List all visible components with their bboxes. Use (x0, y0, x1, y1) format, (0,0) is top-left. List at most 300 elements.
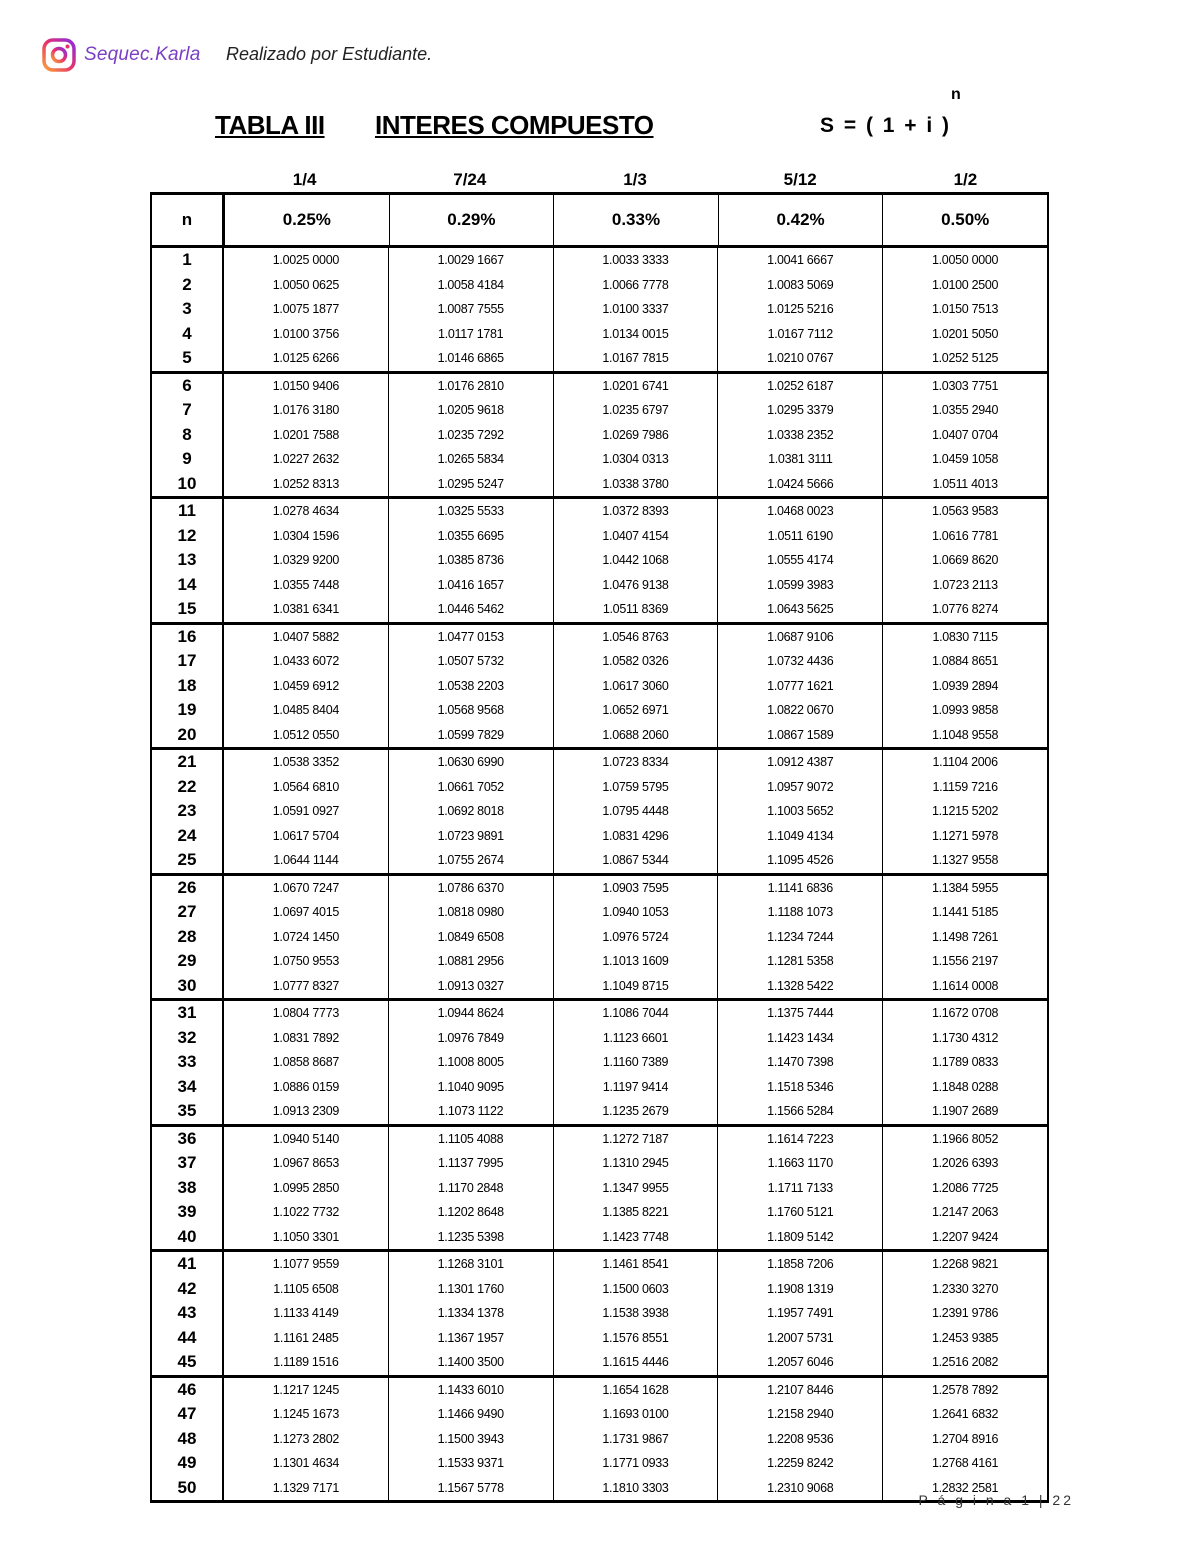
factor-cell: 1.2832 2581 (882, 1476, 1049, 1501)
factor-cell: 1.1423 7748 (553, 1225, 718, 1250)
factor-cell: 1.0407 0704 (882, 423, 1049, 448)
period-cell: 35 (150, 1099, 224, 1124)
factor-cell: 1.1538 3938 (553, 1301, 718, 1326)
factor-cell: 1.0884 8651 (882, 649, 1049, 674)
factor-cell: 1.1966 8052 (882, 1127, 1049, 1152)
factor-cell: 1.1334 1378 (388, 1301, 553, 1326)
interest-table (150, 192, 1049, 1503)
table-row (150, 949, 1049, 974)
factor-cell: 1.0304 0313 (553, 447, 718, 472)
table-number: TABLA III (215, 110, 325, 140)
period-cell: 37 (150, 1151, 224, 1176)
factor-cell: 1.0644 1144 (273, 853, 339, 868)
factor-cell: 1.0822 0670 (717, 698, 882, 723)
factor-cell: 1.0303 7751 (882, 374, 1049, 399)
factor-cell: 1.2453 9385 (882, 1326, 1049, 1351)
period-cell: 1 (150, 248, 224, 273)
table-row (150, 723, 1049, 748)
period-cell: 22 (150, 775, 224, 800)
factor-cell: 1.0146 6865 (388, 346, 553, 371)
factor-cell: 1.0538 2203 (388, 674, 553, 699)
factor-cell: 1.1347 9955 (553, 1176, 718, 1201)
page-title: INTERES COMPUESTO (375, 110, 654, 140)
factor-cell: 1.1329 7171 (272, 1480, 339, 1495)
period-cell: 19 (150, 698, 224, 723)
factor-cell: 1.1310 2945 (553, 1151, 718, 1176)
page-number: P á g i n a 1 | 22 (918, 1492, 1074, 1508)
period-cell: 34 (150, 1075, 224, 1100)
period-cell: 6 (150, 374, 224, 399)
factor-cell: 1.1760 5121 (717, 1200, 882, 1225)
factor-cell: 1.0732 4436 (717, 649, 882, 674)
factor-cell: 1.0995 2850 (272, 1180, 339, 1195)
factor-cell: 1.0050 0625 (272, 277, 339, 292)
factor-cell: 1.1400 3500 (388, 1350, 553, 1375)
period-cell: 30 (150, 974, 224, 999)
period-cell: 43 (150, 1301, 224, 1326)
factor-cell: 1.0066 7778 (553, 273, 718, 298)
table-row (150, 1050, 1049, 1075)
factor-cell: 1.0167 7815 (553, 346, 718, 371)
table-row (150, 573, 1049, 598)
factor-cell: 1.1234 7244 (717, 925, 882, 950)
table-row (150, 524, 1049, 549)
factor-cell: 1.0442 1068 (553, 548, 718, 573)
factor-cell: 1.1654 1628 (553, 1378, 718, 1403)
table-row (150, 1402, 1049, 1427)
factor-cell: 1.1245 1673 (272, 1407, 339, 1422)
factor-cell: 1.1663 1170 (717, 1151, 882, 1176)
period-cell: 50 (150, 1476, 224, 1501)
period-cell: 27 (150, 900, 224, 925)
factor-cell: 1.1123 6601 (553, 1026, 718, 1051)
factor-cell: 1.1556 2197 (882, 949, 1049, 974)
factor-cell: 1.1049 4134 (717, 824, 882, 849)
factor-cell: 1.1423 1434 (717, 1026, 882, 1051)
factor-cell: 1.0087 7555 (388, 297, 553, 322)
period-cell: 28 (150, 925, 224, 950)
table-row (150, 597, 1049, 622)
factor-cell: 1.1077 9559 (272, 1257, 339, 1272)
factor-cell: 1.1040 9095 (388, 1075, 553, 1100)
factor-cell: 1.1235 5398 (388, 1225, 553, 1250)
factor-cell: 1.0325 5533 (388, 499, 553, 524)
row-group (150, 499, 1049, 625)
factor-cell: 1.1367 1957 (388, 1326, 553, 1351)
formula: S = ( 1 + i ) (820, 114, 952, 137)
table-row (150, 674, 1049, 699)
period-cell: 2 (150, 273, 224, 298)
factor-cell: 1.1518 5346 (717, 1075, 882, 1100)
table-row (150, 1001, 1049, 1026)
factor-cell: 1.0913 0327 (388, 974, 553, 999)
factor-cell: 1.0029 1667 (388, 248, 553, 273)
factor-cell: 1.0424 5666 (717, 472, 882, 497)
factor-cell: 1.1271 5978 (882, 824, 1049, 849)
factor-cell: 1.0381 6341 (272, 602, 339, 617)
factor-cell: 1.1268 3101 (388, 1252, 553, 1277)
factor-cell: 1.1328 5422 (717, 974, 882, 999)
factor-cell: 1.1215 5202 (882, 799, 1049, 824)
factor-cell: 1.0724 1450 (272, 929, 339, 944)
factor-cell: 1.2007 5731 (717, 1326, 882, 1351)
period-cell: 39 (150, 1200, 224, 1225)
factor-cell: 1.0134 0015 (553, 322, 718, 347)
factor-cell: 1.0304 1596 (272, 528, 339, 543)
factor-cell: 1.1086 7044 (553, 1001, 718, 1026)
factor-cell: 1.0643 5625 (717, 597, 882, 622)
table-row (150, 1252, 1049, 1277)
factor-cell: 1.0912 4387 (717, 750, 882, 775)
period-cell: 15 (150, 597, 224, 622)
factor-cell: 1.0235 6797 (553, 398, 718, 423)
factor-cell: 1.1105 6508 (273, 1281, 339, 1296)
period-cell: 42 (150, 1277, 224, 1302)
factor-cell: 1.0476 9138 (553, 573, 718, 598)
factor-cell: 1.0381 3111 (717, 447, 882, 472)
factor-cell: 1.0903 7595 (553, 876, 718, 901)
period-cell: 33 (150, 1050, 224, 1075)
factor-cell: 1.0939 2894 (882, 674, 1049, 699)
factor-cell: 1.0385 8736 (388, 548, 553, 573)
factor-cell: 1.0881 2956 (388, 949, 553, 974)
instagram-icon[interactable] (42, 38, 76, 72)
table-row (150, 698, 1049, 723)
factor-cell: 1.0599 7829 (388, 723, 553, 748)
factor-cell: 1.2768 4161 (882, 1451, 1049, 1476)
table-row (150, 925, 1049, 950)
factor-cell: 1.0338 3780 (553, 472, 718, 497)
factor-cell: 1.1433 6010 (388, 1378, 553, 1403)
factor-cell: 1.0511 6190 (717, 524, 882, 549)
factor-cell: 1.1810 3303 (553, 1476, 718, 1501)
factor-cell: 1.1133 4149 (273, 1306, 339, 1321)
table-row (150, 398, 1049, 423)
factor-cell: 1.2391 9786 (882, 1301, 1049, 1326)
factor-cell: 1.0687 9106 (717, 625, 882, 650)
factor-cell: 1.1498 7261 (882, 925, 1049, 950)
factor-cell: 1.1567 5778 (388, 1476, 553, 1501)
factor-cell: 1.0150 9406 (272, 378, 339, 393)
table-row (150, 1350, 1049, 1375)
brand-header (42, 37, 200, 73)
row-group (150, 1001, 1049, 1127)
factor-cell: 1.0759 5795 (553, 775, 718, 800)
factor-cell: 1.0416 1657 (388, 573, 553, 598)
period-cell: 12 (150, 524, 224, 549)
factor-cell: 1.1789 0833 (882, 1050, 1049, 1075)
row-group (150, 1127, 1049, 1253)
table-row (150, 1301, 1049, 1326)
brand-name[interactable]: Sequec.Karla (84, 44, 201, 65)
table-row (150, 824, 1049, 849)
factor-cell: 1.1907 2689 (882, 1099, 1049, 1124)
factor-cell: 1.0235 7292 (388, 423, 553, 448)
period-cell: 23 (150, 799, 224, 824)
factor-cell: 1.0075 1877 (272, 302, 339, 317)
factor-cell: 1.1500 3943 (388, 1427, 553, 1452)
factor-cell: 1.1073 1122 (388, 1099, 553, 1124)
factor-cell: 1.0692 8018 (388, 799, 553, 824)
factor-cell: 1.2026 6393 (882, 1151, 1049, 1176)
period-cell: 17 (150, 649, 224, 674)
factor-cell: 1.1375 7444 (717, 1001, 882, 1026)
period-cell: 25 (150, 848, 224, 873)
period-cell: 46 (150, 1378, 224, 1403)
factor-cell: 1.0511 4013 (882, 472, 1049, 497)
factor-cell: 1.1711 7133 (717, 1176, 882, 1201)
factor-cell: 1.2516 2082 (882, 1350, 1049, 1375)
factor-cell: 1.1441 5185 (882, 900, 1049, 925)
factor-cell: 1.0830 7115 (882, 625, 1049, 650)
period-cell: 44 (150, 1326, 224, 1351)
factor-cell: 1.0477 0153 (388, 625, 553, 650)
period-cell: 11 (150, 499, 224, 524)
factor-cell: 1.0083 5069 (717, 273, 882, 298)
factor-cell: 1.1848 0288 (882, 1075, 1049, 1100)
formula-exponent: n (951, 86, 961, 103)
factor-cell: 1.1301 4634 (272, 1456, 339, 1471)
factor-cell: 1.1500 0603 (553, 1277, 718, 1302)
factor-cell: 1.1104 2006 (882, 750, 1049, 775)
factor-cell: 1.0459 6912 (272, 678, 339, 693)
factor-cell: 1.0591 0927 (272, 804, 339, 819)
table-row (150, 848, 1049, 873)
factor-cell: 1.0967 8653 (272, 1156, 339, 1171)
factor-cell: 1.1809 5142 (717, 1225, 882, 1250)
fraction-label: 1/3 (623, 170, 647, 189)
factor-cell: 1.0776 8274 (882, 597, 1049, 622)
period-cell: 31 (150, 1001, 224, 1026)
factor-cell: 1.0100 3337 (553, 297, 718, 322)
period-cell: 4 (150, 322, 224, 347)
factor-cell: 1.0750 9553 (272, 954, 339, 969)
table-row (150, 1476, 1049, 1501)
factor-cell: 1.2641 6832 (882, 1402, 1049, 1427)
table-row (150, 346, 1049, 371)
factor-cell: 1.1301 1760 (388, 1277, 553, 1302)
period-cell: 16 (150, 625, 224, 650)
factor-cell: 1.1327 9558 (882, 848, 1049, 873)
factor-cell: 1.0777 8327 (272, 978, 339, 993)
factor-cell: 1.0697 4015 (272, 905, 339, 920)
factor-cell: 1.0538 3352 (272, 755, 339, 770)
factor-cell: 1.0723 8334 (553, 750, 718, 775)
factor-cell: 1.0555 4174 (717, 548, 882, 573)
factor-cell: 1.0355 2940 (882, 398, 1049, 423)
factor-cell: 1.2057 6046 (717, 1350, 882, 1375)
factor-cell: 1.0582 0326 (553, 649, 718, 674)
table-row (150, 1225, 1049, 1250)
period-cell: 41 (150, 1252, 224, 1277)
factor-cell: 1.0867 5344 (553, 848, 718, 873)
factor-cell: 1.1576 8551 (553, 1326, 718, 1351)
factor-cell: 1.0777 1621 (717, 674, 882, 699)
fraction-label: 5/12 (783, 170, 817, 189)
factor-cell: 1.1197 9414 (553, 1075, 718, 1100)
factor-cell: 1.0546 8763 (553, 625, 718, 650)
table-row (150, 625, 1049, 650)
factor-cell: 1.0058 4184 (388, 273, 553, 298)
factor-cell: 1.0940 5140 (272, 1131, 339, 1146)
factor-cell: 1.0269 7986 (553, 423, 718, 448)
factor-cell: 1.0913 2309 (272, 1104, 339, 1119)
period-cell: 45 (150, 1350, 224, 1375)
table-row (150, 1277, 1049, 1302)
factor-cell: 1.0617 3060 (553, 674, 718, 699)
factor-cell: 1.0993 9858 (882, 698, 1049, 723)
period-cell: 47 (150, 1402, 224, 1427)
factor-cell: 1.2207 9424 (882, 1225, 1049, 1250)
fraction-header-row (222, 170, 1048, 192)
factor-cell: 1.0355 7448 (272, 577, 339, 592)
table-row (150, 900, 1049, 925)
factor-cell: 1.0617 5704 (272, 828, 339, 843)
period-cell: 48 (150, 1427, 224, 1452)
factor-cell: 1.1008 8005 (388, 1050, 553, 1075)
table-row (150, 499, 1049, 524)
table-row (150, 1427, 1049, 1452)
table-row (150, 775, 1049, 800)
factor-cell: 1.0446 5462 (388, 597, 553, 622)
table-row (150, 548, 1049, 573)
factor-cell: 1.0252 5125 (882, 346, 1049, 371)
factor-cell: 1.0563 9583 (882, 499, 1049, 524)
factor-cell: 1.1533 9371 (388, 1451, 553, 1476)
factor-cell: 1.2259 8242 (717, 1451, 882, 1476)
period-cell: 24 (150, 824, 224, 849)
factor-cell: 1.1385 8221 (553, 1200, 718, 1225)
table-row (150, 423, 1049, 448)
factor-cell: 1.1470 7398 (717, 1050, 882, 1075)
factor-cell: 1.1141 6836 (717, 876, 882, 901)
factor-cell: 1.0433 6072 (272, 654, 339, 669)
factor-cell: 1.1049 8715 (553, 974, 718, 999)
period-cell: 10 (150, 472, 224, 497)
factor-cell: 1.0723 9891 (388, 824, 553, 849)
factor-cell: 1.1731 9867 (553, 1427, 718, 1452)
period-cell: 5 (150, 346, 224, 371)
factor-cell: 1.1159 7216 (882, 775, 1049, 800)
table-header-row (150, 195, 1049, 248)
factor-cell: 1.2578 7892 (882, 1378, 1049, 1403)
fraction-label: 7/24 (453, 170, 487, 189)
table-row (150, 649, 1049, 674)
factor-cell: 1.1858 7206 (717, 1252, 882, 1277)
factor-cell: 1.0669 8620 (882, 548, 1049, 573)
table-row (150, 447, 1049, 472)
factor-cell: 1.1160 7389 (553, 1050, 718, 1075)
factor-cell: 1.1003 5652 (717, 799, 882, 824)
factor-cell: 1.1672 0708 (882, 1001, 1049, 1026)
factor-cell: 1.1272 7187 (553, 1127, 718, 1152)
factor-cell: 1.2086 7725 (882, 1176, 1049, 1201)
fraction-label: 1/4 (292, 170, 317, 189)
factor-cell: 1.1957 7491 (717, 1301, 882, 1326)
factor-cell: 1.0033 3333 (553, 248, 718, 273)
factor-cell: 1.0818 0980 (388, 900, 553, 925)
factor-cell: 1.0670 7247 (272, 880, 339, 895)
fraction-label: 1/2 (953, 170, 978, 189)
factor-cell: 1.0661 7052 (388, 775, 553, 800)
period-cell: 21 (150, 750, 224, 775)
factor-cell: 1.0050 0000 (882, 248, 1049, 273)
factor-cell: 1.0265 5834 (388, 447, 553, 472)
period-cell: 36 (150, 1127, 224, 1152)
factor-cell: 1.0176 3180 (272, 403, 339, 418)
factor-cell: 1.0858 8687 (272, 1055, 339, 1070)
factor-cell: 1.0512 0550 (272, 727, 339, 742)
factor-cell: 1.0407 5882 (272, 629, 339, 644)
factor-cell: 1.1013 1609 (553, 949, 718, 974)
factor-cell: 1.0867 1589 (717, 723, 882, 748)
factor-cell: 1.1771 0933 (553, 1451, 718, 1476)
factor-cell: 1.0167 7112 (717, 322, 882, 347)
factor-cell: 1.0201 6741 (553, 374, 718, 399)
factor-cell: 1.1235 2679 (553, 1099, 718, 1124)
factor-cell: 1.1217 1245 (272, 1382, 339, 1397)
table-row (150, 1127, 1049, 1152)
factor-cell: 1.1281 5358 (717, 949, 882, 974)
table-row (150, 799, 1049, 824)
factor-cell: 1.1105 4088 (388, 1127, 553, 1152)
factor-cell: 1.0201 7588 (272, 427, 339, 442)
factor-cell: 1.0652 6971 (553, 698, 718, 723)
factor-cell: 1.0976 5724 (553, 925, 718, 950)
row-group (150, 750, 1049, 876)
factor-cell: 1.0125 5216 (717, 297, 882, 322)
rate-column-header: 0.42% (718, 195, 883, 245)
factor-cell: 1.0295 3379 (717, 398, 882, 423)
table-row (150, 248, 1049, 273)
factor-cell: 1.0599 3983 (717, 573, 882, 598)
factor-cell: 1.0176 2810 (388, 374, 553, 399)
period-cell: 8 (150, 423, 224, 448)
factor-cell: 1.0100 2500 (882, 273, 1049, 298)
factor-cell: 1.0795 4448 (553, 799, 718, 824)
factor-cell: 1.0616 7781 (882, 524, 1049, 549)
factor-cell: 1.0940 1053 (553, 900, 718, 925)
factor-cell: 1.0485 8404 (272, 703, 339, 718)
factor-cell: 1.1693 0100 (553, 1402, 718, 1427)
factor-cell: 1.1384 5955 (882, 876, 1049, 901)
row-group (150, 374, 1049, 500)
period-cell: 40 (150, 1225, 224, 1250)
factor-cell: 1.0849 6508 (388, 925, 553, 950)
table-row (150, 273, 1049, 298)
factor-cell: 1.1022 7732 (272, 1205, 339, 1220)
table-row (150, 1099, 1049, 1124)
factor-cell: 1.1615 4446 (553, 1350, 718, 1375)
factor-cell: 1.0150 7513 (882, 297, 1049, 322)
period-cell: 26 (150, 876, 224, 901)
factor-cell: 1.0210 0767 (717, 346, 882, 371)
period-cell: 3 (150, 297, 224, 322)
table-row (150, 1075, 1049, 1100)
factor-cell: 1.0564 6810 (272, 779, 339, 794)
factor-cell: 1.0459 1058 (882, 447, 1049, 472)
rate-column-header: 0.33% (553, 195, 718, 245)
table-row (150, 1026, 1049, 1051)
factor-cell: 1.0329 9200 (272, 553, 339, 568)
factor-cell: 1.1730 4312 (882, 1026, 1049, 1051)
factor-cell: 1.0831 4296 (553, 824, 718, 849)
period-cell: 18 (150, 674, 224, 699)
factor-cell: 1.0831 7892 (272, 1030, 339, 1045)
factor-cell: 1.1188 1073 (717, 900, 882, 925)
factor-cell: 1.0252 8313 (272, 476, 339, 491)
factor-cell: 1.0372 8393 (553, 499, 718, 524)
